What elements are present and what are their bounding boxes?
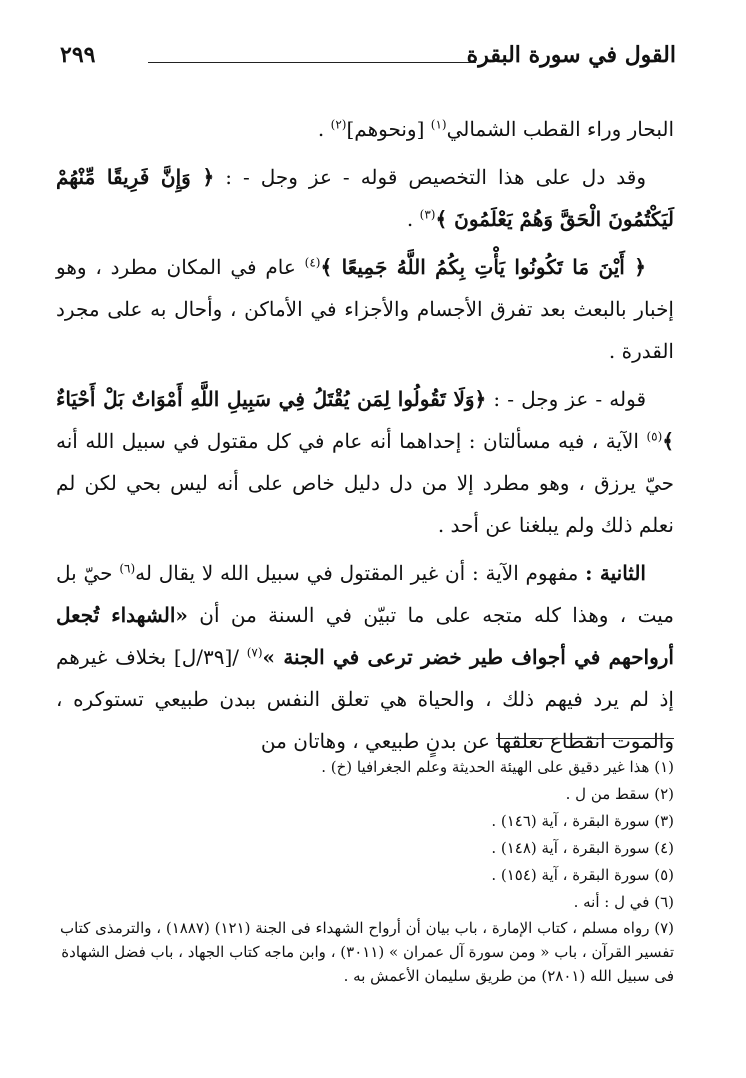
footnotes [56,754,674,988]
footnote-5: (٥) سورة البقرة ، آية (١٥٤) . [491,866,674,884]
page-number: ٢٩٩ [60,42,96,68]
text-run: /[٣٩/ل] بخلاف غيرهم إذ لم يرد فيهم ذلك ، والحياة هي تعلق النفس ببدن طبيعي تستوكره ، والموت انقطاع تعلقها عن بدنٍ طبيعي ، وهاتان من [56,645,674,753]
text-run: وقد دل على هذا التخصيص قوله - عز وجل - : [214,165,646,189]
footnote-6: (٦) في ل : أنه . [573,893,674,911]
text-run: الآية ، فيه مسألتان : إحداهما أنه عام في كل مقتول في سبيل الله أنه حيّ يرزق ، وهو مطرد إلا من دل دليل خاص على أنه ليس بحي لكن لم نعلم ذلك ولم يبلغنا عن أحد . [56,429,674,537]
footnote-ref-5[interactable]: (٥) [646,429,663,444]
page-header [60,42,676,78]
hadith-quote: «الشهداء تُجعل أرواحهم في أجواف طير خضر ترعى في الجنة » [56,603,674,669]
paragraph-2 [56,156,674,240]
footnote-2: (٢) سقط من ل . [565,785,674,803]
text-run: . [317,117,331,141]
footnote-3: (٣) سورة البقرة ، آية (١٤٦) . [491,812,674,830]
quran-verse: ﴿وَلَا تَقُولُوا لِمَن يُقْتَلُ فِي سَبِيلِ اللَّهِ أَمْوَاتٌ بَلْ أَحْيَاءٌ ﴾ [56,387,674,453]
footnote-ref-6[interactable]: (٦) [119,561,136,576]
footnote-7: (٧) رواه مسلم ، كتاب الإمارة ، باب بيان أن أرواح الشهداء فى الجنة (١٢١) (١٨٨٧) ، والترمذى كتاب تفسير القرآن ، باب « ومن سورة آل عمران » (٣٠١١) ، وابن ماجه كتاب الجهاد ، باب فضل الشهادة فى سبيل الله (٢٨٠١) من طريق سليمان الأعمش به . [59,919,674,985]
footnote-ref-3[interactable]: (٣) [419,207,436,222]
footnote-1: (١) هذا غير دقيق على الهيئة الحديثة وعلم الجغرافيا (خ) . [321,758,674,776]
text-run: قوله - عز وجل - : [486,387,647,411]
paragraph-1 [56,108,674,150]
text-run: حيّ بل ميت ، وهذا كله متجه على ما تبيّن في السنة من أن [56,561,674,627]
header-rule [148,62,476,63]
text-run: [ونحوهم] [346,117,431,141]
footnote-rule [496,738,674,739]
footnote-ref-1[interactable]: (١) [430,117,447,132]
footnote-ref-4[interactable]: (٤) [304,255,321,270]
text-run: البحار وراء القطب الشمالي [446,117,674,141]
paragraph-4 [56,378,674,546]
footnote-4: (٤) سورة البقرة ، آية (١٤٨) . [491,839,674,857]
section-label: الثانية : [585,561,646,585]
text-run: مفهوم الآية : أن غير المقتول في سبيل الله لا يقال له [135,561,586,585]
text-run: . [406,207,420,231]
running-title: القول في سورة البقرة [466,42,676,68]
quran-verse: ﴿ أَيْنَ مَا تَكُونُوا يَأْتِ بِكُمُ اللَّهُ جَمِيعًا ﴾ [320,255,646,279]
paragraph-3 [56,246,674,372]
quran-verse: ﴿ وَإِنَّ فَرِيقًا مِّنْهُمْ لَيَكْتُمُونَ الْحَقَّ وَهُمْ يَعْلَمُونَ ﴾ [56,165,674,231]
footnote-ref-2[interactable]: (٢) [330,117,347,132]
footnote-ref-7[interactable]: (٧) [246,645,263,660]
text-run: عام في المكان مطرد ، وهو إخبار بالبعث بعد تفرق الأجسام والأجزاء في الأماكن ، وأحال به على مجرد القدرة . [56,255,674,363]
main-text [56,108,674,768]
paragraph-5 [56,552,674,762]
